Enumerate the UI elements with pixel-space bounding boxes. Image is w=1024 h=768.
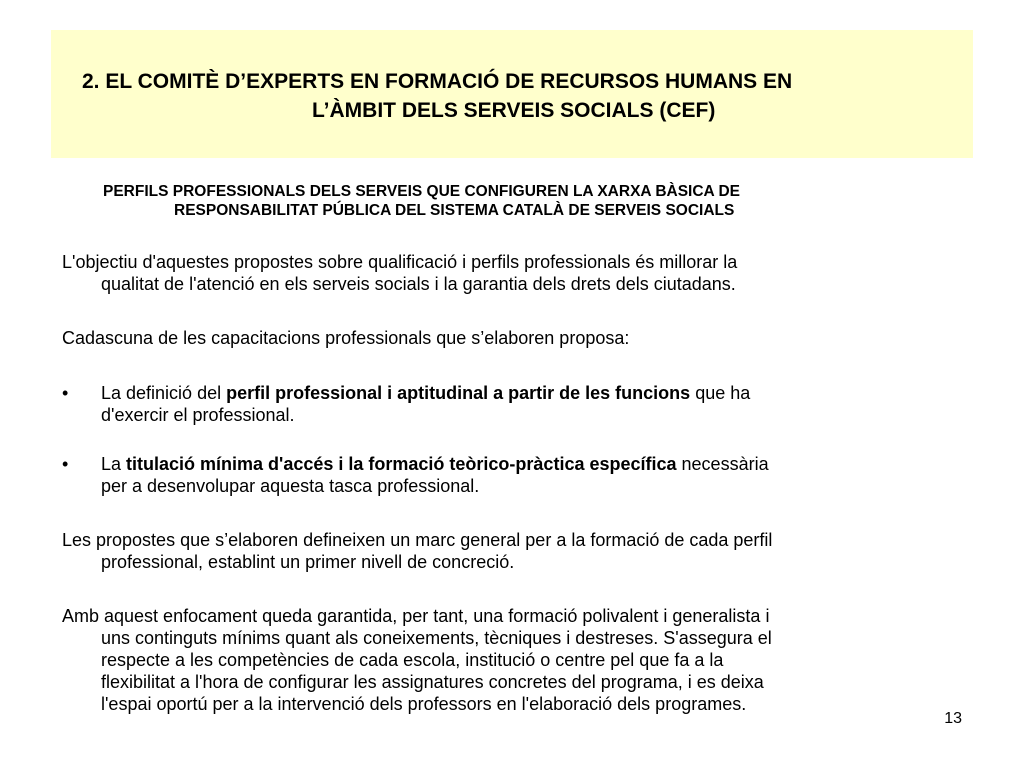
- bullet-mark: •: [62, 383, 69, 403]
- bullet-text-before: La: [101, 454, 127, 474]
- bullet-text: [62, 453, 972, 497]
- approach-line-5: l'espai oportú per a la intervenció dels professors en l'elaboració dels programes.: [101, 694, 747, 714]
- page-number: 13: [944, 710, 962, 727]
- bullet-text-bold: titulació mínima d'accés i la formació teòrico-pràctica específica: [126, 454, 677, 474]
- approach-paragraph: [62, 605, 972, 715]
- slide-title-line-1: 2. EL COMITÈ D’EXPERTS EN FORMACIÓ DE RECURSOS HUMANS EN: [82, 70, 793, 93]
- objective-paragraph: [62, 251, 972, 295]
- bullet-item-profile: [62, 382, 972, 426]
- section-subtitle: [103, 182, 963, 220]
- approach-line-2: uns continguts mínims quant als coneixements, tècniques i destreses. S'assegura el: [101, 628, 772, 648]
- bullet-text: [62, 382, 972, 426]
- objective-line-1: L'objectiu d'aquestes propostes sobre qualificació i perfils professionals és millorar la: [62, 252, 738, 272]
- framework-paragraph: [62, 529, 972, 573]
- approach-line-1: Amb aquest enfocament queda garantida, per tant, una formació polivalent i generalista i: [62, 606, 770, 626]
- objective-line-2: qualitat de l'atenció en els serveis socials i la garantia dels drets dels ciutadans.: [101, 274, 736, 294]
- framework-line-2: professional, establint un primer nivell de concreció.: [101, 552, 515, 572]
- approach-line-3: respecte a les competències de cada escola, institució o centre pel que fa a la: [101, 650, 724, 670]
- slide-title: [82, 67, 962, 125]
- section-subtitle-line-1: PERFILS PROFESSIONALS DELS SERVEIS QUE CONFIGUREN LA XARXA BÀSICA DE: [103, 183, 741, 200]
- section-subtitle-line-2: RESPONSABILITAT PÚBLICA DEL SISTEMA CATALÀ DE SERVEIS SOCIALS: [174, 202, 735, 219]
- intro-paragraph: Cadascuna de les capacitacions professionals que s’elaboren proposa:: [62, 328, 630, 348]
- bullet-text-bold: perfil professional i aptitudinal a partir de les funcions: [226, 383, 691, 403]
- bullet-text-after: necessària: [676, 454, 769, 474]
- bullet-mark: •: [62, 454, 69, 474]
- bullet-text-before: La definició del: [101, 383, 227, 403]
- bullet-item-qualification: [62, 453, 972, 497]
- framework-line-1: Les propostes que s’elaboren defineixen un marc general per a la formació de cada perfil: [62, 530, 773, 550]
- bullet-text-line-2: d'exercir el professional.: [101, 405, 295, 425]
- bullet-text-after: que ha: [690, 383, 751, 403]
- approach-line-4: flexibilitat a l'hora de configurar les assignatures concretes del programa, i es deixa: [101, 672, 764, 692]
- bullet-text-line-2: per a desenvolupar aquesta tasca professional.: [101, 476, 480, 496]
- slide-title-line-2: L’ÀMBIT DELS SERVEIS SOCIALS (CEF): [312, 99, 716, 122]
